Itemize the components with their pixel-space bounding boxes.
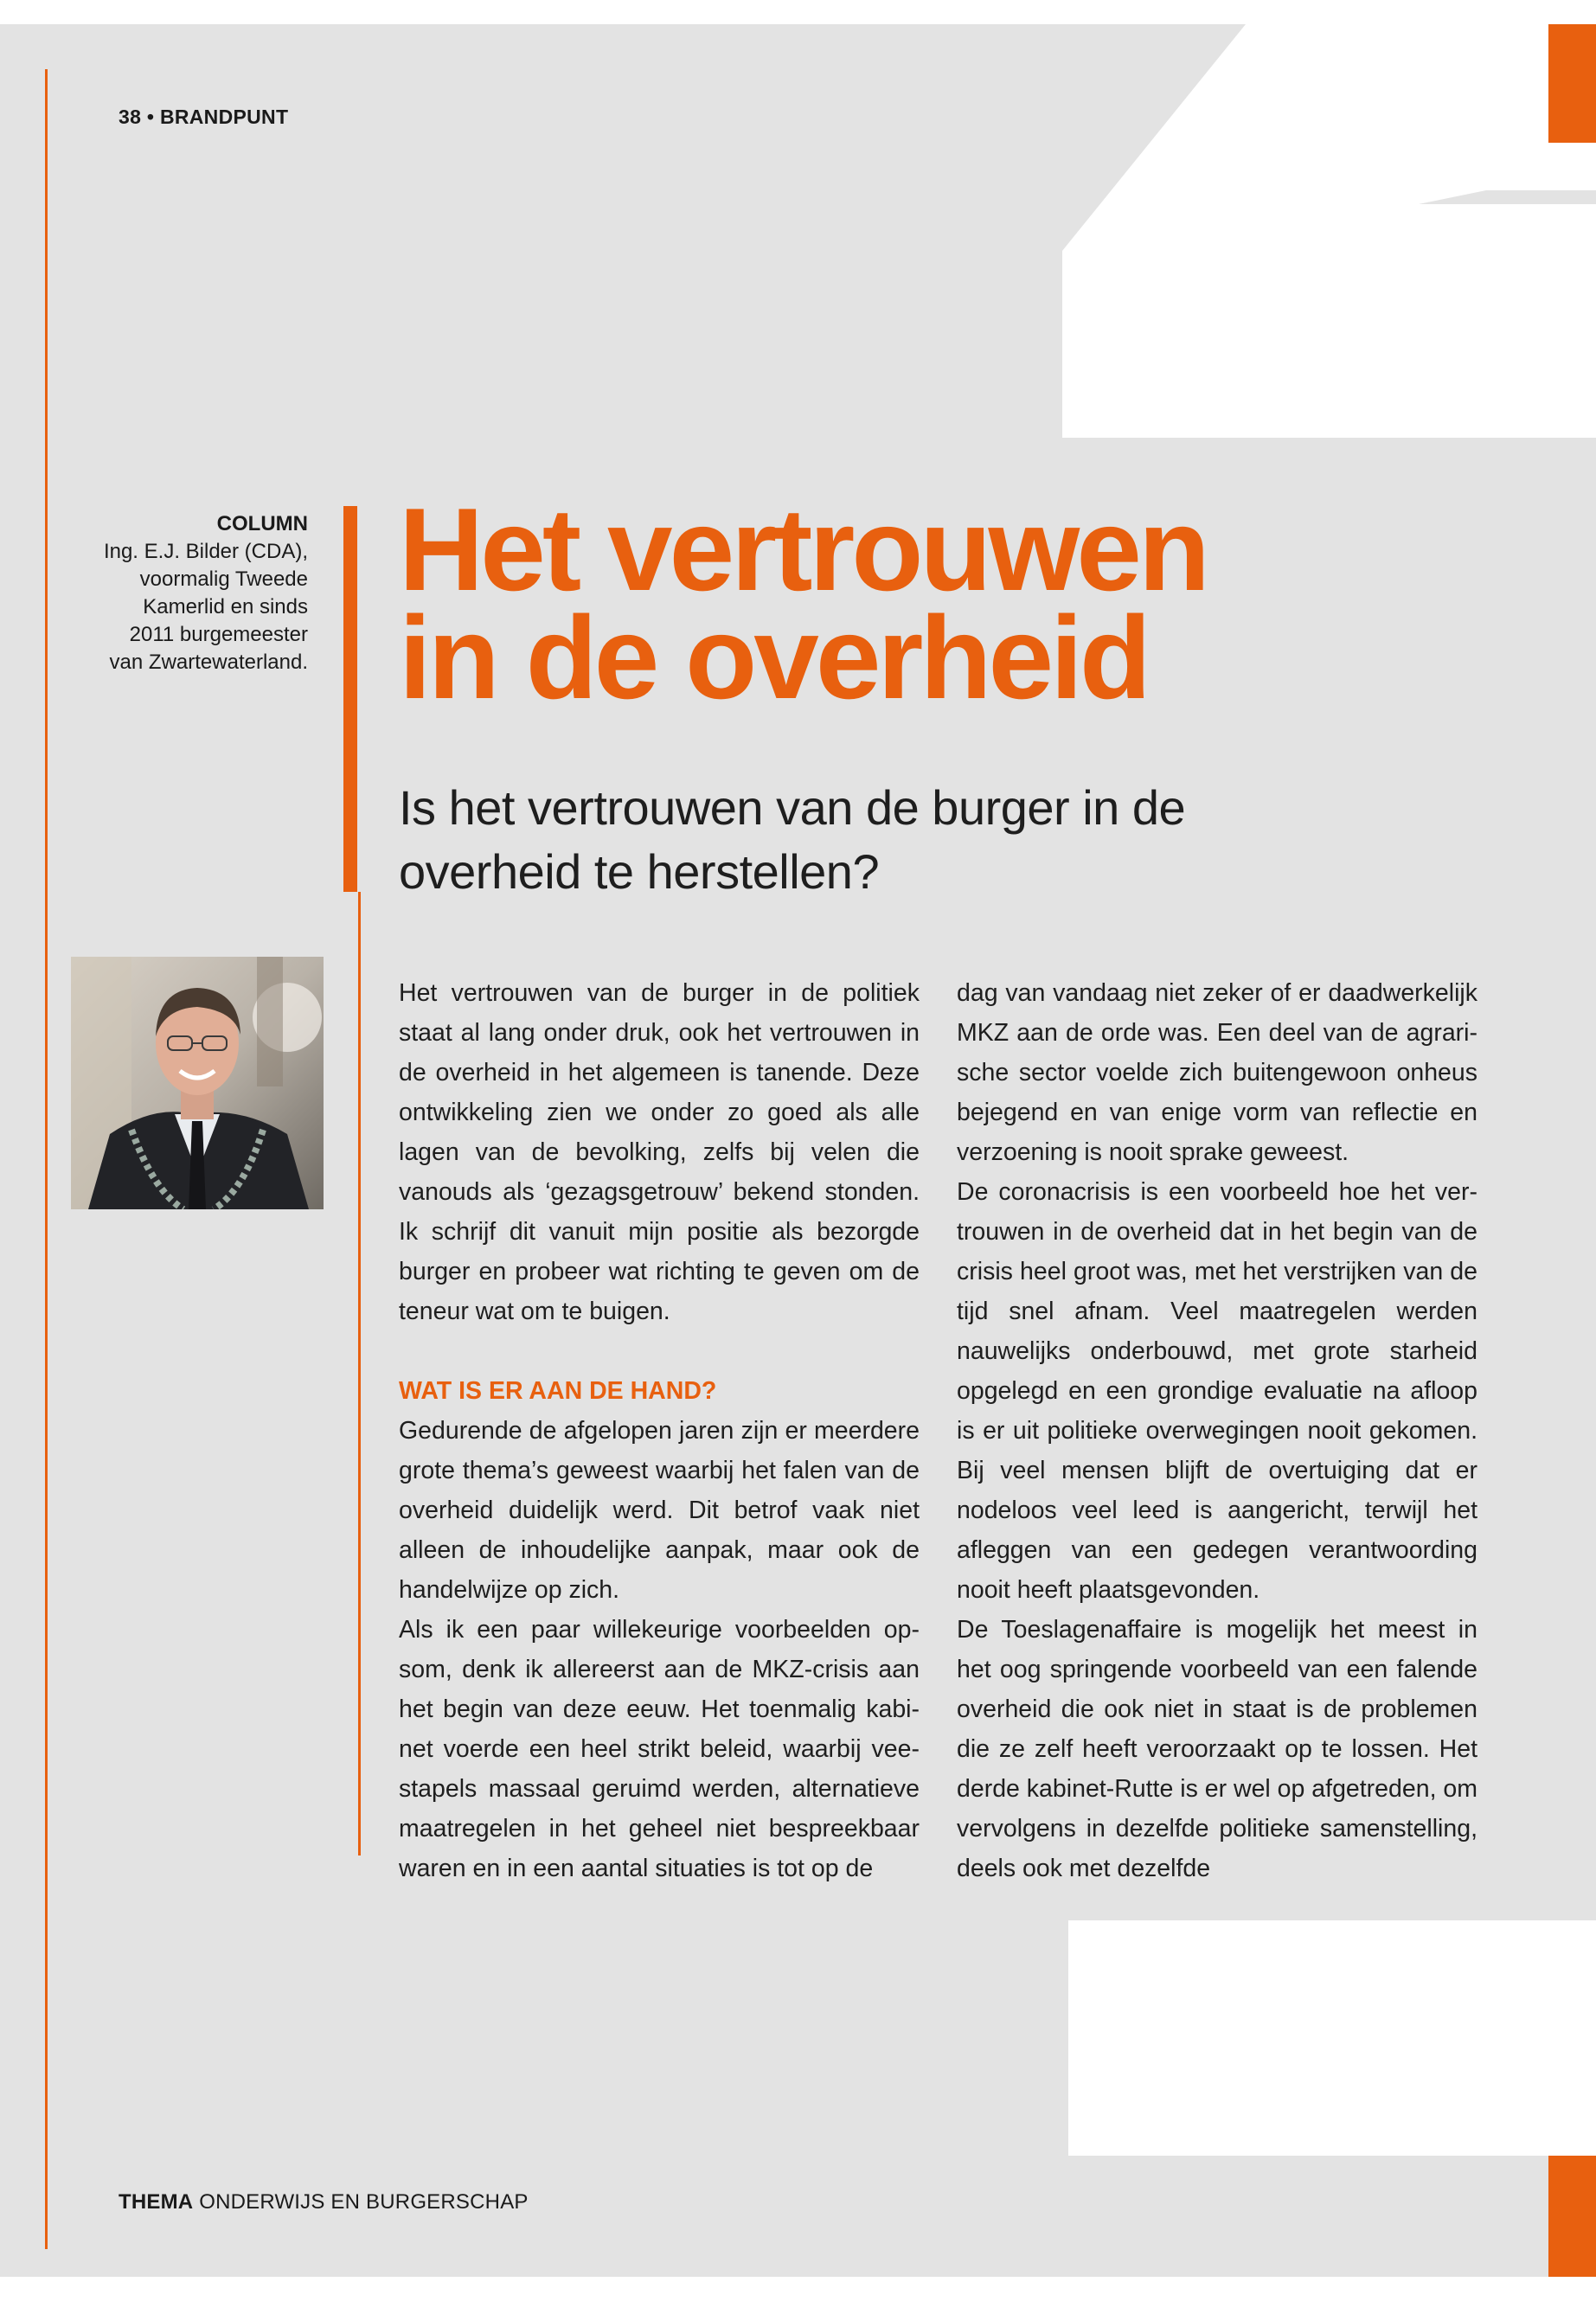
page [0,24,1596,2277]
bottom-orange-accent [1548,2156,1596,2277]
section-heading: WAT IS ER AAN DE HAND? [399,1377,717,1405]
footer-theme-label: THEMA [119,2190,194,2214]
page-footer [119,2190,529,2214]
left-margin-rule [45,69,48,2249]
paragraph: Gedurende de afgelopen jaren zijn er meerdere grote thema’s geweest waarbij het falen van de overheid duidelijk werd. Dit betrof vaak niet alleen de inhoudelijke aanpak, maar ook de handelwijze op zich. [399,1417,920,1604]
top-right-white-shape [1062,24,1596,438]
article-title [399,484,1207,723]
author-line-3: Kamerlid en sinds [143,595,308,619]
author-line-1: Ing. E.J. Bilder (CDA), [103,540,308,563]
bottom-right-white-block [1068,1920,1596,2156]
title-accent-bar [343,506,357,892]
author-portrait [71,957,324,1209]
author-line-5: van Zwartewaterland. [109,651,308,674]
footer-theme-title: ONDERWIJS EN BURGERSCHAP [199,2190,529,2214]
paragraph: Het vertrouwen van de burger in de politiek staat al lang onder druk, ook het vertrouwen in de overheid in het algemeen is tanende. Deze ontwikkeling zien we onder zo goed als alle lagen van de bevolking, zelfs bij velen die vanouds als ‘gezagsgetrouw’ bekend stonden. Ik schrijf dit vanuit mijn positie als bezorgde burger en probeer wat richting te geven om de teneur wat om te buigen. [399,979,920,1325]
article-subtitle: Is het vertrouwen van de burger in de overheid te herstellen? [399,780,1186,899]
author-line-4: 2011 burgemeester [129,623,308,646]
separator-dot: • [146,106,155,128]
body-column-left [399,973,920,1888]
body-accent-line [358,892,361,1856]
column-label: COLUMN [216,512,308,535]
magazine-name: BRANDPUNT [159,106,289,128]
author-line-2: voormalig Tweede [139,567,308,591]
top-orange-accent [1548,24,1596,143]
paragraph: De coronacrisis is een voorbeeld hoe het vertrouwen in de overheid dat in het begin van de crisis heel groot was, met het verstrijken van de tijd snel afnam. Veel maatregelen werden nauwelijks onderbouwd, met grote starheid opgelegd en een grondige evaluatie na afloop is er uit politieke overwegingen nooit gekomen. Bij veel mensen blijft de overtuiging dat er nodeloos veel leed is aangericht, terwijl het afleggen van een gedegen verantwoording nooit heeft plaatsgevonden. [957,1178,1477,1604]
running-head [119,106,288,129]
paragraph: Als ik een paar willekeurige voorbeelden opsom, denk ik allereerst aan de MKZ-crisis aan het begin van deze eeuw. Het toenmalig kabinet voerde een heel strikt beleid, waarbij veestapels massaal geruimd werden, alternatieve maatregelen in het geheel niet bespreekbaar waren en in een aantal situaties is tot op de [399,1616,920,1882]
body-column-right [957,973,1477,1888]
title-line-1: Het vertrouwen [399,484,1207,615]
author-byline [52,510,308,676]
paragraph: dag van vandaag niet zeker of er daadwerkelijk MKZ aan de orde was. Een deel van de agrarische sector voelde zich buitengewoon onheus bejegend en van enige vorm van reflectie en verzoening is nooit sprake geweest. [957,979,1477,1166]
page-number: 38 [119,106,142,128]
paragraph: De Toeslagenaffaire is mogelijk het meest in het oog springende voorbeeld van een falende overheid die ook niet in staat is de problemen die ze zelf heeft veroorzaakt op te lossen. Het derde kabinet-Rutte is er wel op afgetreden, om vervolgens in dezelfde politieke samenstelling, deels ook met dezelfde [957,1616,1478,1882]
title-line-2: in de overheid [399,592,1148,723]
